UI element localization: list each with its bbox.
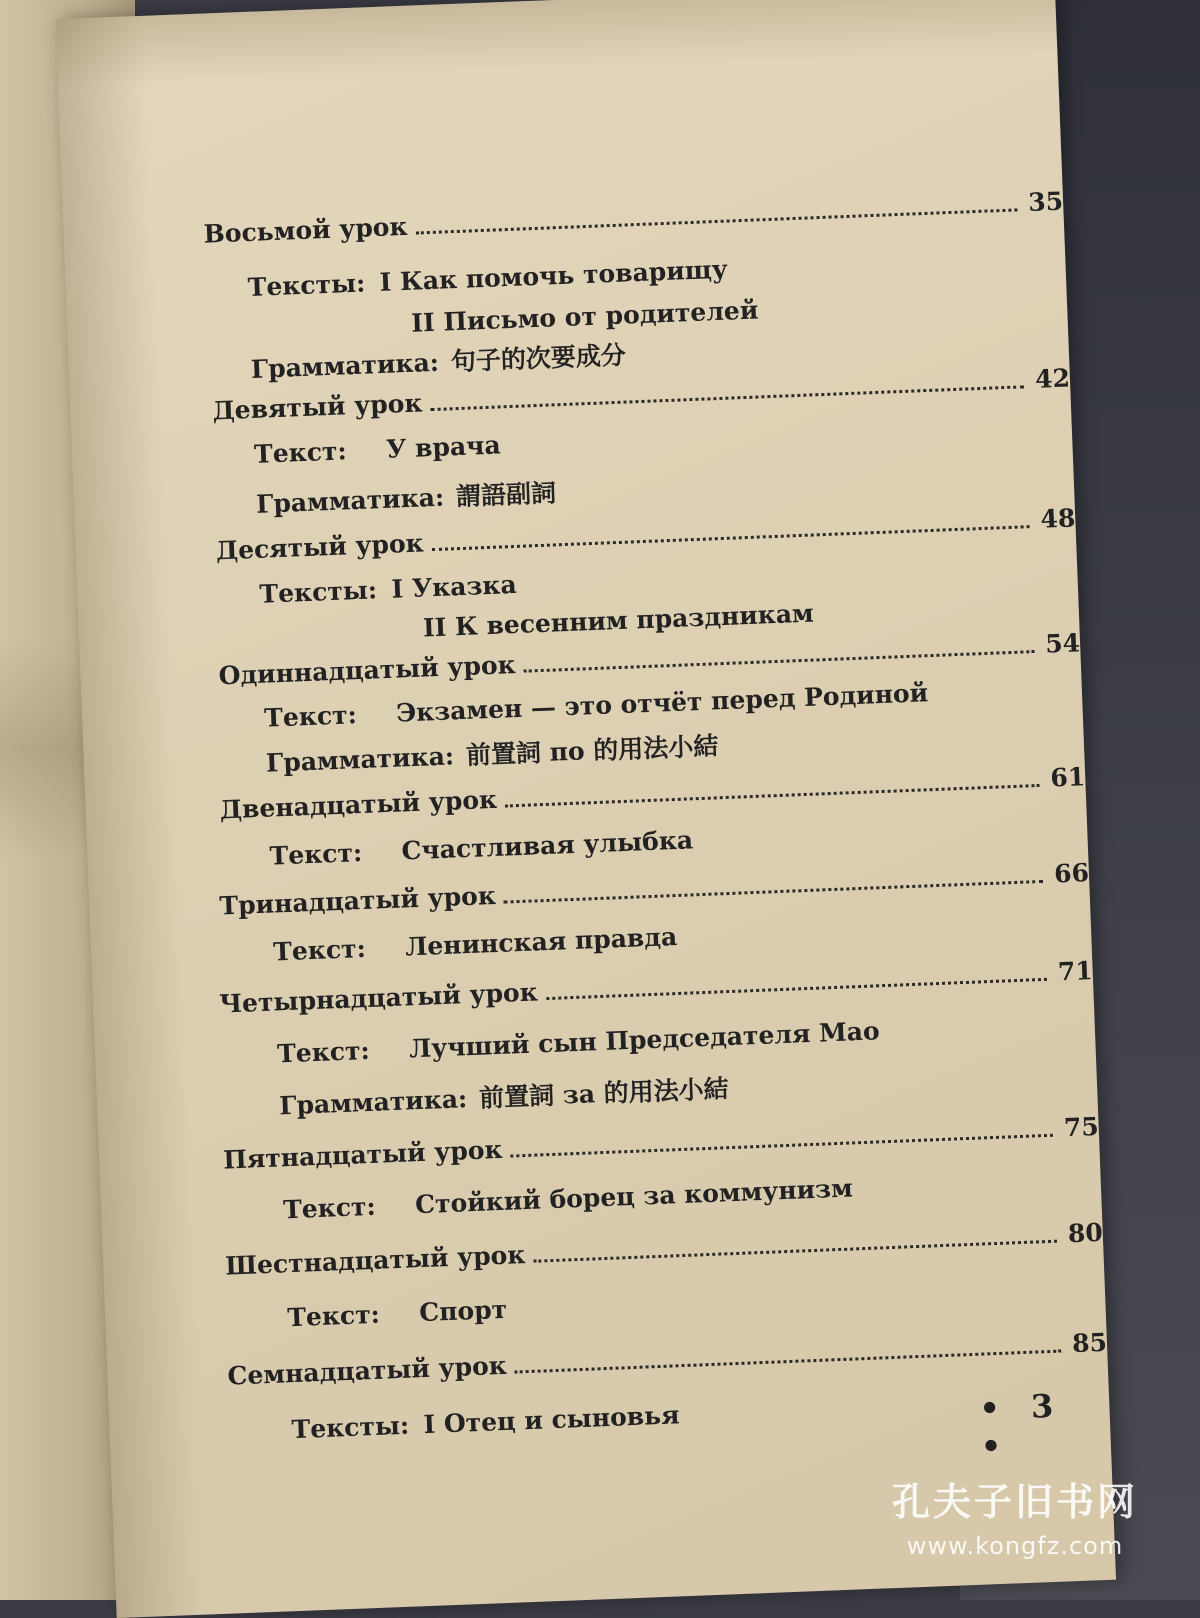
lesson-page-number: 71	[1057, 956, 1094, 987]
watermark-url: www.kongfz.com	[906, 1532, 1124, 1560]
entry-text: Спорт	[418, 1294, 508, 1328]
lesson-page-number: 48	[1039, 503, 1076, 534]
toc-sub-row	[225, 1274, 1105, 1333]
lesson-title: Восьмой урок	[203, 211, 408, 249]
leader-dots	[416, 207, 1018, 234]
lesson-page-number: 42	[1034, 363, 1071, 394]
lesson-title: Семнадцатый урок	[227, 1350, 508, 1391]
entry-label: Текст:	[282, 1191, 377, 1225]
entry-label: Грамматика:	[278, 1084, 468, 1121]
lesson-title: Шестнадцатый урок	[224, 1240, 526, 1281]
entry-text: 句子的次要成分	[450, 340, 627, 377]
lesson-page-number: 66	[1053, 858, 1090, 889]
entry-label: Текст:	[276, 1035, 371, 1069]
entry-label: Текст:	[272, 933, 367, 967]
toc-lesson-row	[183, 186, 1064, 249]
entry-text: Ленинская правда	[404, 922, 678, 962]
leader-dots	[533, 1239, 1057, 1263]
entry-label	[261, 637, 411, 643]
lesson-title: Одиннадцатый урок	[218, 650, 517, 691]
leader-dots	[505, 783, 1039, 808]
lesson-page-number: 80	[1067, 1217, 1104, 1249]
leader-dots	[546, 977, 1047, 1000]
entry-label: Текст:	[263, 700, 358, 733]
entry-text: 前置詞 за 的用法小結	[478, 1074, 730, 1113]
toc-lesson-row	[209, 860, 1089, 919]
entry-text: Лучший сын Председателя Мао	[408, 1016, 881, 1064]
toc-sub-row	[215, 1010, 1095, 1069]
toc-sub-row	[229, 1386, 1109, 1445]
lesson-title: Тринадцатый урок	[218, 880, 497, 921]
lesson-page-number: 61	[1049, 762, 1086, 793]
entry-label: Текст:	[253, 436, 348, 469]
toc-sub-row	[207, 812, 1087, 871]
lesson-title: Четырнадцатый урок	[218, 977, 539, 1019]
toc-lesson-row	[213, 958, 1093, 1017]
watermark	[860, 1471, 1170, 1560]
toc-lesson-row	[227, 1327, 1108, 1391]
leader-dots	[504, 879, 1043, 904]
book-page	[55, 0, 1116, 1618]
entry-label: Тексты:	[247, 268, 366, 302]
leader-dots	[432, 524, 1030, 551]
entry-text: 謂語副詞	[455, 478, 557, 512]
page-number: • 3 •	[978, 1386, 1064, 1466]
entry-label: Текст:	[286, 1299, 381, 1333]
entry-label: Тексты:	[259, 575, 378, 609]
lesson-page-number: 54	[1044, 628, 1081, 659]
entry-label: Грамматика:	[255, 482, 445, 519]
entry-text: I Указка	[390, 569, 518, 604]
toc-sub-row	[221, 1166, 1101, 1225]
entry-label	[250, 332, 400, 338]
watermark-title: 孔夫子旧书网	[891, 1480, 1138, 1524]
lesson-title: Десятый урок	[215, 528, 425, 566]
leader-dots	[515, 1349, 1061, 1374]
entry-label: Тексты:	[291, 1410, 410, 1445]
entry-text: Стойкий борец за коммунизм	[414, 1173, 854, 1220]
entry-text: II Письмо от родителей	[410, 295, 759, 338]
toc-sub-row	[211, 908, 1091, 967]
lesson-page-number: 35	[1027, 186, 1064, 217]
leader-dots	[431, 384, 1025, 411]
entry-label: Грамматика:	[250, 347, 440, 384]
entry-text: I Как помочь товарищу	[379, 254, 729, 297]
entry-label: Грамматика:	[265, 741, 455, 778]
lesson-title: Пятнадцатый урок	[222, 1134, 504, 1175]
entry-text: I Отец и сыновья	[423, 1400, 681, 1440]
leader-dots	[511, 1133, 1053, 1158]
entry-text: Счастливая улыбка	[400, 825, 694, 866]
entry-text: У врача	[385, 430, 502, 464]
lesson-page-number: 85	[1071, 1327, 1108, 1359]
table-of-contents	[182, 166, 1109, 1445]
toc-lesson-row	[223, 1217, 1104, 1281]
lesson-page-number: 75	[1063, 1111, 1100, 1143]
toc-lesson-row	[219, 1111, 1100, 1175]
entry-text: 前置詞 по 的用法小結	[465, 731, 719, 770]
entry-text: Экзамен — это отчёт перед Родиной	[395, 678, 929, 728]
lesson-title: Девятый урок	[211, 388, 423, 426]
entry-text: II К весенним праздникам	[422, 598, 815, 643]
lesson-title: Двенадцатый урок	[219, 784, 498, 825]
toc-sub-row	[217, 1062, 1097, 1121]
leader-dots	[524, 649, 1035, 673]
entry-label: Текст:	[269, 838, 363, 871]
